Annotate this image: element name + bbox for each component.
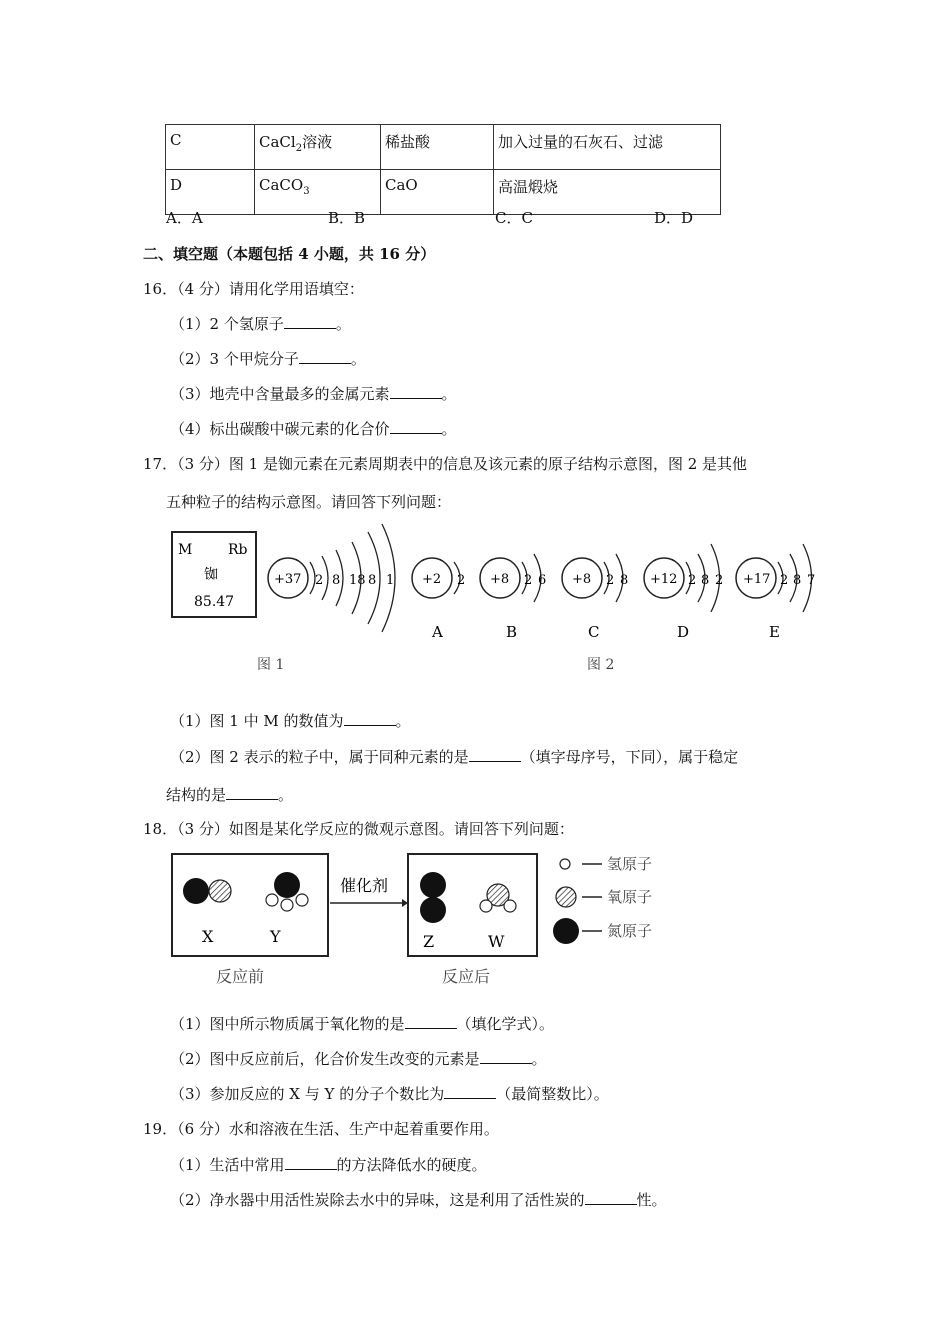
table-cell: CaO	[381, 170, 494, 215]
table-row	[166, 125, 721, 170]
svg-text:7: 7	[807, 573, 816, 588]
catalyst-label: 催化剂	[340, 876, 389, 895]
answer-blank[interactable]	[344, 711, 396, 726]
svg-text:+2: +2	[422, 572, 442, 587]
nitrogen-icon	[553, 918, 579, 944]
svg-text:氮原子: 氮原子	[607, 922, 653, 940]
q17-stem-line1: 17．（3 分）图 1 是铷元素在元素周期表中的信息及该元素的原子结构示意图，图 2 是其他	[143, 455, 748, 473]
cell-name: 铷	[204, 567, 218, 583]
figure-caption-1: 图 1	[257, 657, 285, 673]
svg-text:6: 6	[538, 573, 547, 588]
q17-sub2-cont: 结构的是 。	[166, 786, 294, 804]
svg-text:A: A	[432, 623, 443, 641]
particle-a-diagram	[412, 558, 465, 641]
table-cell: C	[166, 125, 255, 170]
svg-text:8: 8	[368, 573, 377, 588]
label-z: Z	[423, 932, 435, 951]
particle-b-diagram	[480, 554, 546, 641]
choice-b[interactable]: B．B	[328, 209, 366, 227]
hydrogen-icon	[560, 859, 570, 869]
table-cell: 加入过量的石灰石、过滤	[494, 125, 721, 170]
svg-text:2: 2	[715, 573, 724, 588]
answer-blank[interactable]	[390, 384, 442, 399]
periodic-cell	[172, 532, 256, 617]
q18-sub3: （3）参加反应的 X 与 Y 的分子个数比为 （最简整数比）。	[170, 1085, 609, 1103]
q16-item-1: （1）2 个氢原子 。	[170, 315, 351, 333]
answer-blank[interactable]	[585, 1190, 637, 1205]
svg-text:+8: +8	[490, 572, 510, 587]
svg-text:+12: +12	[650, 572, 678, 587]
svg-text:8: 8	[332, 573, 341, 588]
cell-symbol: Rb	[228, 542, 248, 558]
after-caption: 反应后	[442, 967, 491, 986]
svg-text:D: D	[677, 623, 690, 641]
answer-blank[interactable]	[226, 785, 278, 800]
table-cell: 高温煅烧	[494, 170, 721, 215]
svg-text:2: 2	[524, 573, 533, 588]
q16-stem: 16．（4 分）请用化学用语填空：	[143, 280, 364, 298]
answer-blank[interactable]	[284, 314, 336, 329]
label-y: Y	[270, 927, 281, 946]
answer-blank[interactable]	[469, 747, 521, 762]
svg-text:2: 2	[457, 573, 466, 588]
svg-text:2: 2	[606, 573, 615, 588]
particle-c-diagram	[562, 554, 628, 641]
svg-text:C: C	[588, 623, 600, 641]
svg-text:B: B	[506, 623, 518, 641]
q18-sub1: （1）图中所示物质属于氧化物的是 （填化学式）。	[170, 1015, 555, 1033]
reaction-diagram	[166, 848, 686, 993]
answer-blank[interactable]	[390, 419, 442, 434]
rb-nucleus: +37	[274, 572, 302, 587]
svg-text:2: 2	[315, 573, 324, 588]
q18-sub2: （2）图中反应前后，化合价发生改变的元素是 。	[170, 1050, 547, 1068]
svg-text:E: E	[769, 623, 780, 641]
svg-text:8: 8	[793, 573, 802, 588]
answer-blank[interactable]	[444, 1084, 496, 1099]
table-cell: CaCl$_2$溶液	[255, 125, 381, 170]
q19-sub1: （1）生活中常用 的方法降低水的硬度。	[170, 1156, 487, 1174]
svg-text:氧原子: 氧原子	[607, 888, 653, 906]
table-cell: D	[166, 170, 255, 215]
section-title: 二、填空题（本题包括 4 小题，共 16 分）	[143, 245, 436, 263]
cell-mass: 85.47	[194, 594, 235, 610]
answer-blank[interactable]	[299, 349, 351, 364]
answer-blank[interactable]	[480, 1049, 532, 1064]
q19-stem: 19．（6 分）水和溶液在生活、生产中起着重要作用。	[143, 1120, 499, 1138]
q17-sub2: （2）图 2 表示的粒子中，属于同种元素的是 （填字母序号，下同），属于稳定	[170, 748, 739, 766]
svg-text:8: 8	[701, 573, 710, 588]
table-row	[166, 170, 721, 215]
choice-d[interactable]: D．D	[654, 209, 694, 227]
q17-sub1: （1）图 1 中 M 的数值为 。	[170, 712, 411, 730]
choice-c[interactable]: C．C	[495, 209, 533, 227]
svg-text:+8: +8	[572, 572, 592, 587]
cell-m: M	[178, 542, 193, 558]
q18-stem: 18．（3 分）如图是某化学反应的微观示意图。请回答下列问题：	[143, 820, 574, 838]
rb-atom-diagram	[268, 524, 395, 632]
particle-e-diagram	[736, 544, 815, 641]
q17-stem-line2: 五种粒子的结构示意图。请回答下列问题：	[166, 493, 452, 511]
label-w: W	[488, 932, 505, 951]
svg-text:+17: +17	[743, 572, 771, 587]
svg-text:2: 2	[688, 573, 697, 588]
table-cell: CaCO$_3$	[255, 170, 381, 215]
figure-caption-2: 图 2	[587, 657, 615, 673]
answer-blank[interactable]	[405, 1014, 457, 1029]
before-caption: 反应前	[216, 967, 265, 986]
atomic-structure-figure	[160, 522, 840, 682]
q16-item-4: （4）标出碳酸中碳元素的化合价 。	[170, 420, 457, 438]
q16-item-2: （2）3 个甲烷分子 。	[170, 350, 366, 368]
oxygen-icon	[556, 887, 576, 907]
table-cell: 稀盐酸	[381, 125, 494, 170]
answer-blank[interactable]	[285, 1155, 337, 1170]
label-x: X	[202, 927, 214, 946]
svg-text:1: 1	[386, 573, 395, 588]
options-table	[165, 124, 721, 215]
q16-item-3: （3）地壳中含量最多的金属元素 。	[170, 385, 457, 403]
legend	[553, 855, 652, 944]
svg-text:8: 8	[620, 573, 629, 588]
q19-sub2: （2）净水器中用活性炭除去水中的异味，这是利用了活性炭的 性。	[170, 1191, 667, 1209]
svg-text:氢原子: 氢原子	[607, 855, 653, 873]
particle-d-diagram	[644, 544, 723, 641]
svg-text:2: 2	[780, 573, 789, 588]
svg-text:18: 18	[349, 573, 366, 588]
choice-a[interactable]: A．A	[166, 209, 203, 227]
